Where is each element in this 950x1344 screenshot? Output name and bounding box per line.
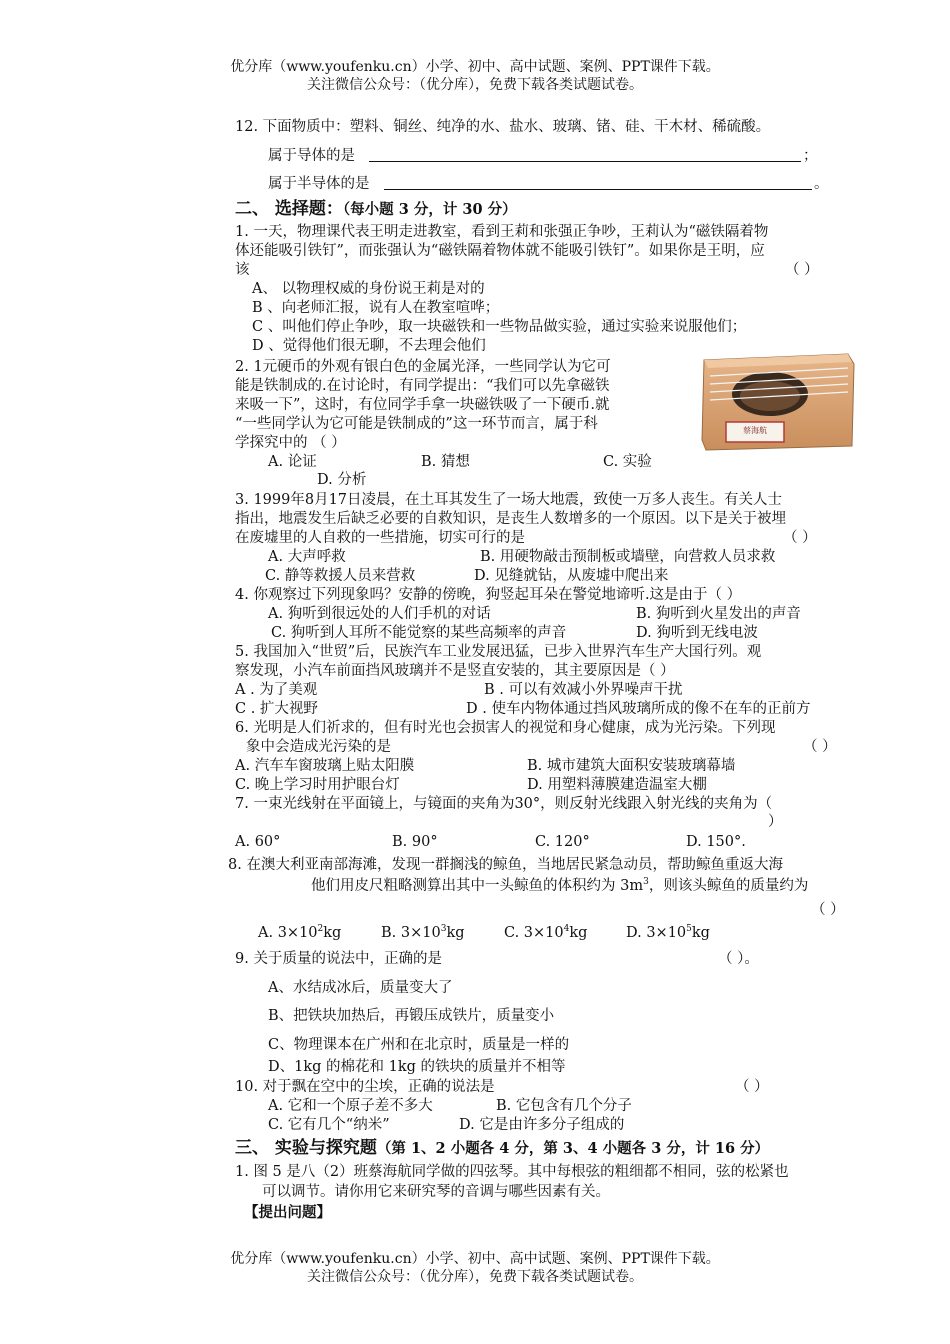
- q3-option-c[interactable]: C. 静等救援人员来营救: [265, 568, 416, 584]
- q8-option-b-unit: kg: [446, 925, 465, 941]
- q3-line-1: 3. 1999年8月17日凌晨，在土耳其发生了一场大地震，致使一万多人丧生。有关人士: [235, 492, 783, 508]
- q3-option-d[interactable]: D. 见缝就钻，从废墟中爬出来: [474, 568, 669, 584]
- q12-semi-end: 。: [814, 176, 829, 192]
- q8-option-d-base: D. 3×10: [626, 925, 687, 941]
- q8-option-a-unit: kg: [323, 925, 342, 941]
- q8-line-1: 8. 在澳大利亚南部海滩，发现一群搁浅的鲸鱼，当地居民紧急动员，帮助鲸鱼重返大海: [228, 857, 783, 873]
- photo-label: 蔡海航: [743, 426, 767, 435]
- q8-option-b[interactable]: [381, 924, 465, 942]
- four-string-instrument-photo: [698, 350, 858, 452]
- header-line-1: 优分库（www.youfenku.cn）小学、初中、高中试题、案例、PPT课件下载。: [230, 59, 720, 75]
- q2-line-5: 学探究中的 （ ）: [235, 435, 346, 451]
- q5-option-c[interactable]: C . 扩大视野: [235, 701, 318, 717]
- section-2-subtitle: （每小题 3 分，计 30 分）: [342, 201, 517, 218]
- q5-option-a[interactable]: A . 为了美观: [235, 682, 318, 698]
- q6-line-2: 象中会造成光污染的是: [246, 739, 391, 755]
- q3-line-3: 在废墟里的人自救的一些措施，切实可行的是: [235, 530, 525, 546]
- q5-line-1: 5. 我国加入“世贸”后，民族汽车工业发展迅猛，已步入世界汽车生产大国行列。观: [235, 644, 762, 660]
- footer-line-2: 关注微信公众号：（优分库），免费下载各类试题试卷。: [307, 1269, 643, 1285]
- q3-line-2: 指出，地震发生后缺乏必要的自救知识，是丧生人数增多的一个原因。以下是关于被埋: [235, 511, 786, 527]
- q1-option-c[interactable]: C 、叫他们停止争吵，取一块磁铁和一些物品做实验，通过实验来说服他们；: [252, 319, 747, 335]
- q10-option-d[interactable]: D. 它是由许多分子组成的: [459, 1117, 625, 1133]
- q9-option-d[interactable]: D、1kg 的棉花和 1kg 的铁块的质量并不相等: [268, 1059, 566, 1075]
- exp1-line-1: 1. 图 5 是八（2）班蔡海航同学做的四弦琴。其中每根弦的粗细都不相同，弦的松紧也: [235, 1164, 789, 1180]
- q7-option-c[interactable]: C. 120°: [535, 834, 590, 850]
- q8-volume-exp: 3: [643, 877, 649, 888]
- q2-line-3: 来吸一下”，这时，有位同学手拿一块磁铁吸了一下硬币.就: [235, 397, 610, 413]
- exp1-line-2: 可以调节。请你用它来研究琴的音调与哪些因素有关。: [262, 1184, 610, 1200]
- q1-line-2: 体还能吸引铁钉”，而张强认为“磁铁隔着物体就不能吸引铁钉”。如果你是王明，应: [235, 243, 765, 259]
- q2-option-b[interactable]: B. 猜想: [421, 454, 470, 470]
- q5-option-b[interactable]: B . 可以有效减小外界噪声干扰: [484, 682, 683, 698]
- q9-option-a[interactable]: A、水结成冰后，质量变大了: [268, 980, 453, 996]
- q4-option-b[interactable]: B. 狗听到火星发出的声音: [636, 606, 801, 622]
- q8-option-a[interactable]: [258, 924, 341, 942]
- q6-option-a[interactable]: A. 汽车车窗玻璃上贴太阳膜: [235, 758, 415, 774]
- q6-line-1: 6. 光明是人们祈求的，但有时光也会损害人的视觉和身心健康，成为光污染。下列现: [235, 720, 776, 736]
- q1-option-b[interactable]: B 、向老师汇报，说有人在教室喧哗；: [252, 300, 500, 316]
- q8-option-c-unit: kg: [569, 925, 588, 941]
- q1-line-3: 该: [235, 262, 250, 278]
- q5-option-d[interactable]: D . 使车内物体通过挡风玻璃所成的像不在车的正前方: [466, 701, 811, 717]
- q6-option-d[interactable]: D. 用塑料薄膜建造温室大棚: [527, 777, 707, 793]
- q9-option-c[interactable]: C、物理课本在广州和在北京时，质量是一样的: [268, 1037, 570, 1053]
- q7-option-a[interactable]: A. 60°: [235, 834, 281, 850]
- q9-option-b[interactable]: B、把铁块加热后，再锻压成铁片，质量变小: [268, 1008, 555, 1024]
- q9-line-1: 9. 关于质量的说法中，正确的是: [235, 951, 442, 967]
- q12-semi-label: 属于半导体的是: [268, 176, 370, 192]
- exp1-line-3: 【提出问题】: [244, 1204, 331, 1221]
- footer-line-1: 优分库（www.youfenku.cn）小学、初中、高中试题、案例、PPT课件下载。: [230, 1251, 720, 1267]
- q2-line-1: 2. 1元硬币的外观有银白色的金属光泽，一些同学认为它可: [235, 359, 611, 375]
- q2-option-d[interactable]: D. 分析: [317, 472, 367, 488]
- q8-option-c-exp: 4: [563, 924, 570, 935]
- q7-line-1: 7. 一束光线射在平面镜上，与镜面的夹角为30°，则反射光线跟入射光线的夹角为（: [235, 796, 773, 812]
- q12-conductor-label: 属于导体的是: [268, 148, 355, 164]
- section-3-title: [235, 1137, 769, 1160]
- q3-option-b[interactable]: B. 用硬物敲击预制板或墙壁，向营救人员求救: [480, 549, 776, 565]
- section-2-title-text: 二、 选择题：: [235, 199, 343, 219]
- q7-option-d[interactable]: D. 150°.: [686, 834, 746, 850]
- q4-option-c[interactable]: C. 狗听到人耳所不能觉察的某些高频率的声音: [271, 625, 567, 641]
- q8-option-b-exp: 3: [440, 924, 447, 935]
- q6-answer-paren[interactable]: （ ）: [803, 739, 837, 755]
- q1-answer-paren[interactable]: （ ）: [785, 262, 819, 278]
- section-3-title-text: 三、 实验与探究题: [235, 1138, 377, 1158]
- q9-answer-paren[interactable]: （ ）。: [718, 951, 759, 967]
- header-line-2: 关注微信公众号：（优分库），免费下载各类试题试卷。: [307, 77, 643, 93]
- q8-option-d[interactable]: [626, 924, 710, 942]
- section-2-title: [235, 198, 517, 221]
- q7-line-2: ）: [768, 814, 783, 830]
- q10-option-c[interactable]: C. 它有几个“纳米”: [268, 1117, 390, 1133]
- q8-line-2-end: ，则该头鲸鱼的质量约为: [648, 878, 809, 894]
- q4-option-d[interactable]: D. 狗听到无线电波: [636, 625, 758, 641]
- q2-option-c[interactable]: C. 实验: [603, 454, 652, 470]
- q6-option-b[interactable]: B. 城市建筑大面积安装玻璃幕墙: [527, 758, 736, 774]
- q8-answer-paren[interactable]: （ ）: [811, 902, 845, 918]
- q10-answer-paren[interactable]: （ ）: [735, 1079, 769, 1095]
- q2-option-a[interactable]: A. 论证: [268, 454, 317, 470]
- q5-line-2: 察发现，小汽车前面挡风玻璃并不是竖直安装的，其主要原因是（ ）: [235, 663, 675, 679]
- q8-option-d-unit: kg: [691, 925, 710, 941]
- q2-line-2: 能是铁制成的.在讨论时，有同学提出：“我们可以先拿磁铁: [235, 378, 610, 394]
- q12-conductor-blank[interactable]: [369, 161, 801, 162]
- q3-option-a[interactable]: A. 大声呼救: [268, 549, 346, 565]
- q1-line-1: 1. 一天，物理课代表王明走进教室，看到王莉和张强正争吵，王莉认为“磁铁隔着物: [235, 224, 769, 240]
- section-3-subtitle: （第 1、2 小题各 4 分，第 3、4 小题各 3 分，计 16 分）: [376, 1140, 770, 1157]
- q1-option-a[interactable]: A、 以物理权威的身份说王莉是对的: [252, 281, 485, 297]
- q7-option-b[interactable]: B. 90°: [392, 834, 438, 850]
- q8-option-c-base: C. 3×10: [504, 925, 564, 941]
- q3-answer-paren[interactable]: （ ）: [783, 530, 817, 546]
- q4-line-1: 4. 你观察过下列现象吗？安静的傍晚，狗竖起耳朵在警觉地谛听.这是由于（ ）: [235, 587, 742, 603]
- q12-semi-blank[interactable]: [384, 189, 812, 190]
- q12-conductor-end: ；: [803, 148, 818, 164]
- q8-line-2-text: 他们用皮尺粗略测算出其中一头鲸鱼的体积约为 3m: [311, 878, 644, 894]
- q12-stem: 12. 下面物质中：塑料、铜丝、纯净的水、盐水、玻璃、锗、硅、干木材、稀硫酸。: [235, 119, 771, 135]
- q8-option-a-base: A. 3×10: [258, 925, 318, 941]
- q8-option-d-exp: 5: [686, 924, 692, 935]
- q8-option-b-base: B. 3×10: [381, 925, 441, 941]
- q6-option-c[interactable]: C. 晚上学习时用护眼台灯: [235, 777, 400, 793]
- q10-option-b[interactable]: B. 它包含有几个分子: [496, 1098, 632, 1114]
- q1-option-d[interactable]: D 、觉得他们很无聊，不去理会他们: [252, 338, 486, 354]
- q8-option-c[interactable]: [504, 924, 587, 942]
- q10-line-1: 10. 对于飘在空中的尘埃，正确的说法是: [235, 1079, 495, 1095]
- q8-line-2: [311, 877, 808, 895]
- q10-option-a[interactable]: A. 它和一个原子差不多大: [268, 1098, 433, 1114]
- q8-option-a-exp: 2: [317, 924, 324, 935]
- q2-line-4: “一些同学认为它可能是铁制成的”这一环节而言，属于科: [235, 416, 598, 432]
- q4-option-a[interactable]: A. 狗听到很远处的人们手机的对话: [268, 606, 491, 622]
